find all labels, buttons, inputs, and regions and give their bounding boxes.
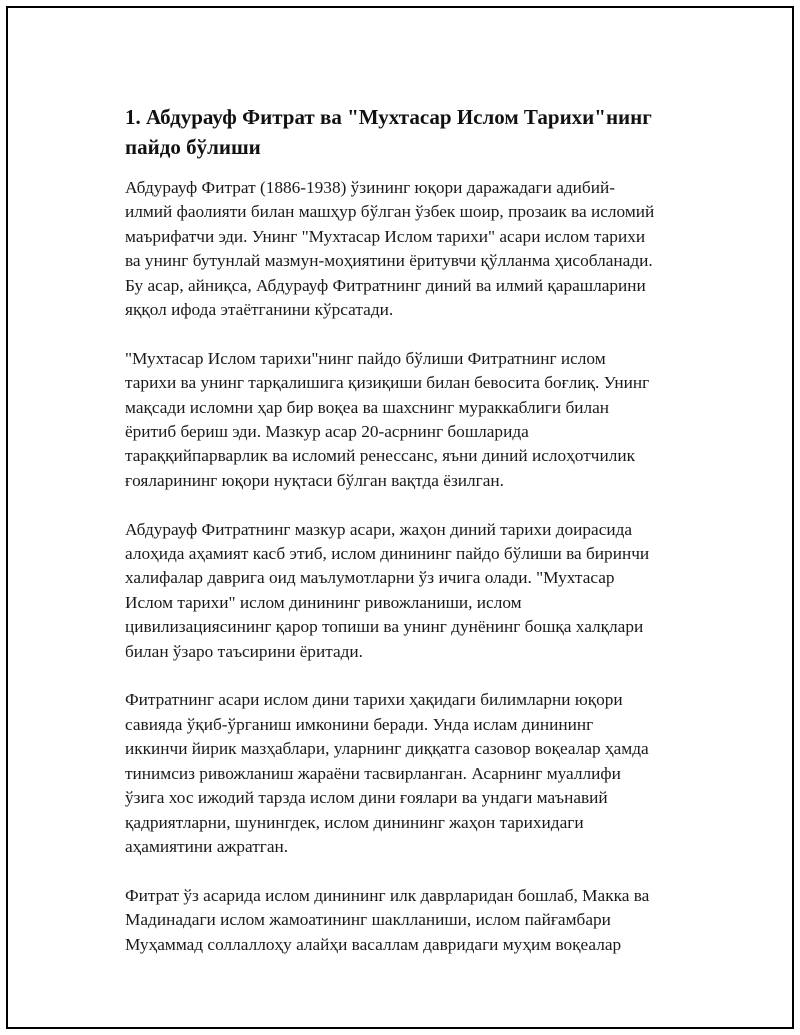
text-line: Абдурауф Фитратнинг мазкур асари, жаҳон диний тарихи доирасида bbox=[125, 519, 633, 539]
text-line: Ислом тарихи" ислом динининг ривожланиши, ислом bbox=[125, 592, 522, 612]
text-line: ўзига хос ижодий тарзда ислом дини ғоялари ва ундаги маънавий bbox=[125, 788, 608, 808]
text-line: маърифатчи эди. Унинг "Мухтасар Ислом тарихи" асари ислом тарихи bbox=[125, 226, 646, 246]
text-line: тинимсиз ривожланиш жараёни тасвирланган. Асарнинг муаллифи bbox=[125, 763, 621, 783]
text-line: Фитратнинг асари ислом дини тарихи ҳақидаги билимларни юқори bbox=[125, 690, 623, 710]
paragraph-5 bbox=[125, 884, 685, 957]
text-line: цивилизациясининг қарор топиши ва унинг дунёнинг бошқа халқлари bbox=[125, 617, 644, 637]
text-line: ёритиб бериш эди. Мазкур асар 20-асрнинг бошларида bbox=[125, 422, 529, 442]
paragraph-1 bbox=[125, 176, 685, 322]
text-line: Абдурауф Фитрат (1886-1938) ўзининг юқори даражадаги адибий- bbox=[125, 178, 615, 197]
page-title bbox=[125, 102, 685, 162]
text-line: савияда ўқиб-ўрганиш имконини беради. Унда ислам динининг bbox=[125, 714, 594, 734]
text-line: аҳамиятини ажратган. bbox=[125, 836, 289, 856]
text-line: илмий фаолияти билан машҳур бўлган ўзбек шоир, прозаик ва исломий bbox=[125, 202, 655, 222]
document-body bbox=[125, 102, 685, 981]
text-line: иккинчи йирик мазҳаблари, уларнинг диққатга сазовор воқеалар ҳамда bbox=[125, 739, 649, 759]
text-line: халифалар даврига оид маълумотларни ўз ичига олади. "Мухтасар bbox=[125, 568, 615, 588]
text-line: Муҳаммад соллаллоҳу алайҳи васаллам давридаги муҳим воқеалар bbox=[125, 934, 622, 954]
text-line: мақсади исломни ҳар бир воқеа ва шахснинг мураккаблиги билан bbox=[125, 397, 610, 417]
text-line: яққол ифода этаётганини кўрсатади. bbox=[125, 300, 394, 320]
title-line: 1. Абдурауф Фитрат ва "Мухтасар Ислом Тарихи"нинг bbox=[125, 105, 652, 129]
text-line: "Мухтасар Ислом тарихи"нинг пайдо бўлиши Фитратнинг ислом bbox=[125, 348, 606, 368]
paragraph-4 bbox=[125, 688, 685, 859]
text-line: тарихи ва унинг тарқалишига қизиқиши билан бевосита боғлиқ. Унинг bbox=[125, 373, 650, 393]
page-frame bbox=[6, 6, 794, 1029]
text-line: алоҳида аҳамият касб этиб, ислом динининг пайдо бўлиши ва биринчи bbox=[125, 544, 650, 564]
text-line: ғояларининг юқори нуқтаси бўлган вақтда ёзилган. bbox=[125, 470, 504, 490]
text-line: қадриятларни, шунингдек, ислом динининг жаҳон тарихидаги bbox=[125, 812, 584, 832]
text-line: билан ўзаро таъсирини ёритади. bbox=[125, 641, 363, 661]
text-line: ва унинг бутунлай мазмун-моҳиятини ёритувчи қўлланма ҳисобланади. bbox=[125, 251, 653, 271]
text-line: тараққийпарварлик ва исломий ренессанс, яъни диний ислоҳотчилик bbox=[125, 446, 635, 466]
text-line: Мадинадаги ислом жамоатининг шаклланиши, ислом пайғамбари bbox=[125, 910, 611, 930]
paragraph-3 bbox=[125, 518, 685, 664]
text-line: Фитрат ўз асарида ислом динининг илк даврларидан бошлаб, Макка ва bbox=[125, 885, 650, 905]
title-line: пайдо бўлиши bbox=[125, 135, 261, 159]
paragraph-2 bbox=[125, 347, 685, 493]
text-line: Бу асар, айниқса, Абдурауф Фитратнинг диний ва илмий қарашларини bbox=[125, 275, 646, 295]
